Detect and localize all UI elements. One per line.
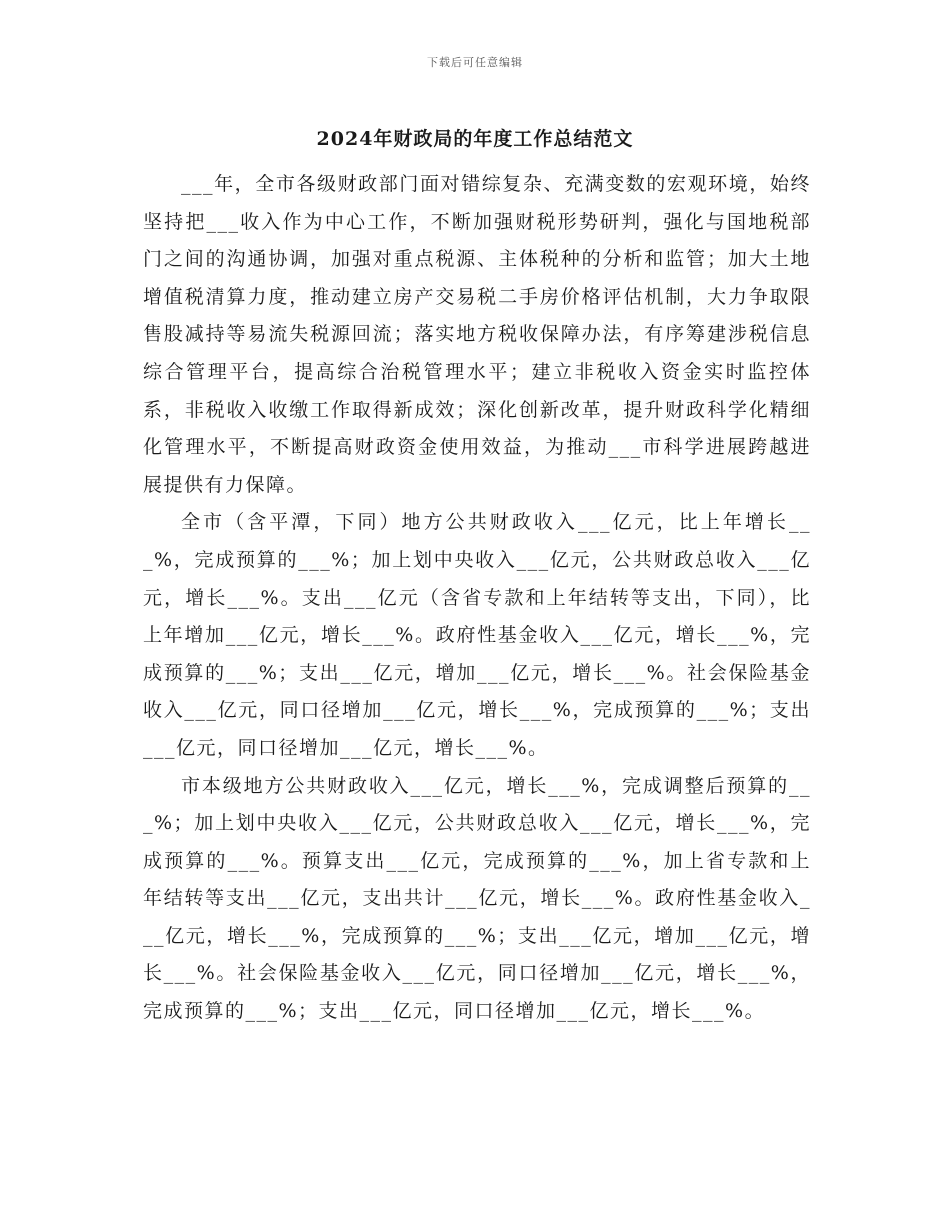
header-note: 下载后可任意编辑 — [427, 56, 523, 69]
paragraph-overview: ___年，全市各级财政部门面对错综复杂、充满变数的宏观环境，始终坚持把___收入作为中心工作，不断加强财税形势研判，强化与国地税部门之间的沟通协调，加强对重点税源、主体税种的分析和监管；加大土地增值税清算力度，推动建立房产交易税二手房价格评估机制，大力争取限售股减持等易流失税源回流；落实地方税收保障办法，有序筹建涉税信息综合管理平台，提高综合治税管理水平；建立非税收入资金实时监控体系，非税收入收缴工作取得新成效；深化创新改革，提升财政科学化精细化管理水平，不断提高财政资金使用效益，为推动___市科学进展跨越进展提供有力保障。 — [143, 173, 811, 496]
paragraph-city-finance: 全市（含平潭，下同）地方公共财政收入___亿元，比上年增长___%，完成预算的___%；加上划中央收入___亿元，公共财政总收入___亿元，增长___%。支出___亿元（含省专款和上年结转等支出，下同），比上年增加___亿元，增长___%。政府性基金收入___亿元，增长___%，完成预算的___%；支出___亿元，增加___亿元，增长___%。社会保险基金收入___亿元，同口径增加___亿元，增长___%，完成预算的___%；支出___亿元，同口径增加___亿元，增长___%。 — [143, 511, 811, 759]
document-title: 2024年财政局的年度工作总结范文 — [316, 128, 634, 150]
document-body — [143, 166, 811, 1031]
paragraph-municipal-finance: 市本级地方公共财政收入___亿元，增长___%，完成调整后预算的___%；加上划中央收入___亿元，公共财政总收入___亿元，增长___%，完成预算的___%。预算支出___亿元，完成预算的___%，加上省专款和上年结转等支出___亿元，支出共计___亿元，增长___%。政府性基金收入___亿元，增长___%，完成预算的___%；支出___亿元，增加___亿元，增长___%。社会保险基金收入___亿元，同口径增加___亿元，增长___%，完成预算的___%；支出___亿元，同口径增加___亿元，增长___%。 — [143, 774, 811, 1023]
